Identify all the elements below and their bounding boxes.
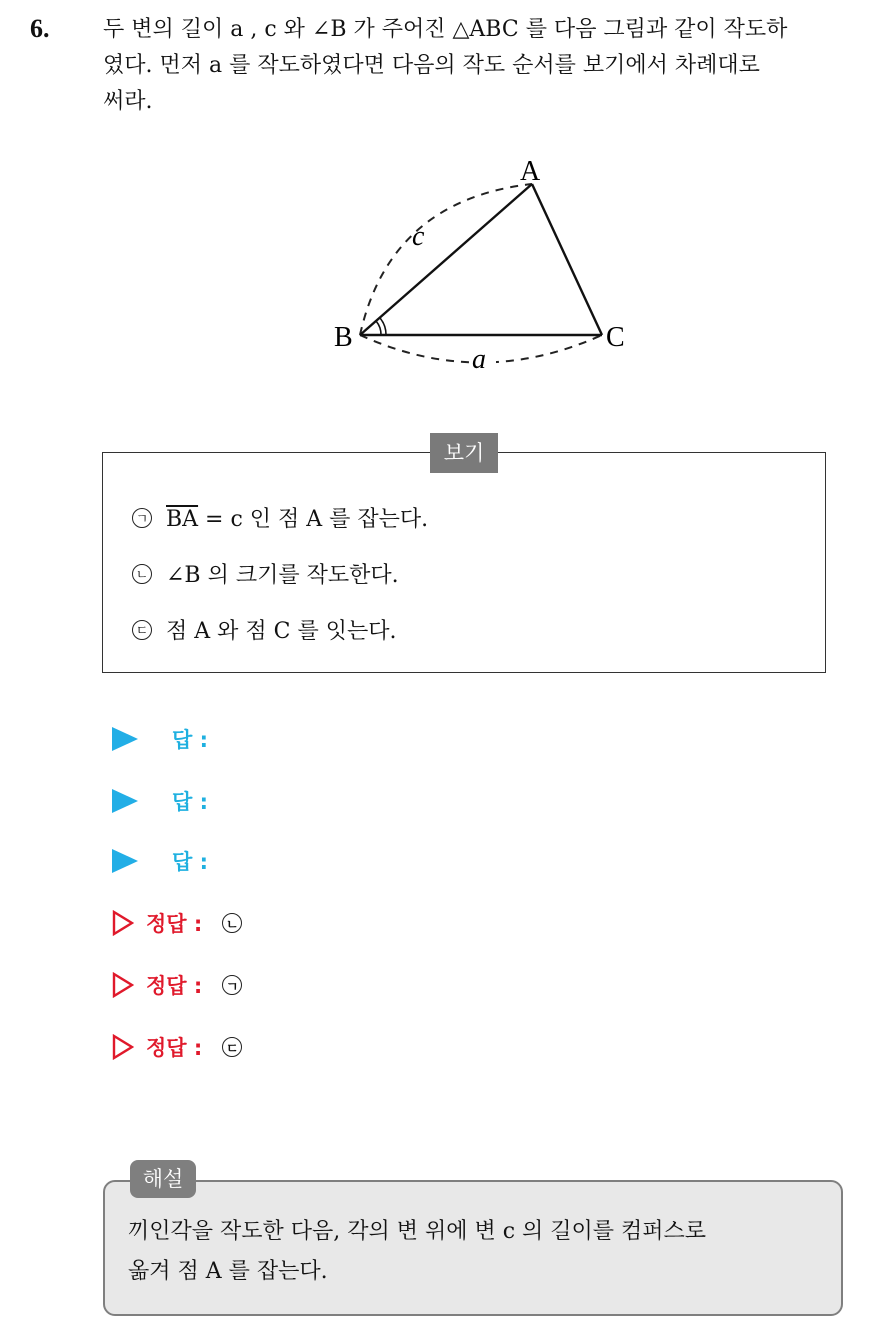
question-text [103,12,863,120]
label-a: A [520,156,541,187]
label-side-c: c [412,221,425,252]
bogi-title: 보기 [430,433,498,473]
option-1 [132,502,428,533]
option-text: 점 A 와 점 C 를 잇는다. [166,619,397,644]
outline-triangle-icon [112,1034,134,1060]
question-line-3: 써라. [103,89,153,114]
option-text: ∠B 의 크기를 작도한다. [166,563,399,588]
correct-label: 정답 : [146,1036,203,1060]
solution-text [128,1212,828,1292]
correct-value: ㄴ [222,913,242,933]
solution-title: 해설 [130,1160,196,1198]
play-arrow-icon [112,727,138,751]
answer-row-1 [112,724,208,754]
angle-b-mark [376,321,381,335]
segment-ba: $\overline{BA}$ [166,507,199,532]
play-arrow-icon [112,849,138,873]
side-ab [360,184,532,335]
question-line-1: 두 변의 길이 a , c 와 ∠B 가 주어진 △ABC 를 다음 그림과 같이 작도하 [103,17,788,42]
option-marker: ㄷ [132,620,152,640]
outline-triangle-icon [112,910,134,936]
question-line-2: 였다. 먼저 a 를 작도하였다면 다음의 작도 순서를 보기에서 차례대로 [103,53,760,78]
label-side-a: a [472,344,486,375]
side-ac [532,184,602,335]
answer-label: 답 : [172,790,208,814]
label-c: C [606,322,625,353]
play-arrow-icon [112,789,138,813]
solution-line-2: 옮겨 점 A 를 잡는다. [128,1259,328,1284]
correct-value: ㄱ [222,975,242,995]
answer-row-2 [112,786,208,816]
option-3 [132,614,396,645]
option-text: $\overline{BA} = c$ 인 점 A 를 잡는다. [166,507,429,532]
answer-row-3 [112,846,208,876]
label-b: B [334,322,353,353]
correct-row-3 [112,1032,242,1062]
correct-row-1 [112,908,242,938]
correct-value: ㄷ [222,1037,242,1057]
answer-label: 답 : [172,850,208,874]
correct-label: 정답 : [146,912,203,936]
option-marker: ㄴ [132,564,152,584]
correct-row-2 [112,970,242,1000]
outline-triangle-icon [112,972,134,998]
option-marker: ㄱ [132,508,152,528]
option-2 [132,558,399,589]
answer-label: 답 : [172,728,208,752]
solution-line-1: 끼인각을 작도한 다음, 각의 변 위에 변 c 의 길이를 컴퍼스로 [128,1219,707,1244]
correct-label: 정답 : [146,974,203,998]
triangle-figure [320,150,640,380]
question-number: 6. [30,14,50,43]
